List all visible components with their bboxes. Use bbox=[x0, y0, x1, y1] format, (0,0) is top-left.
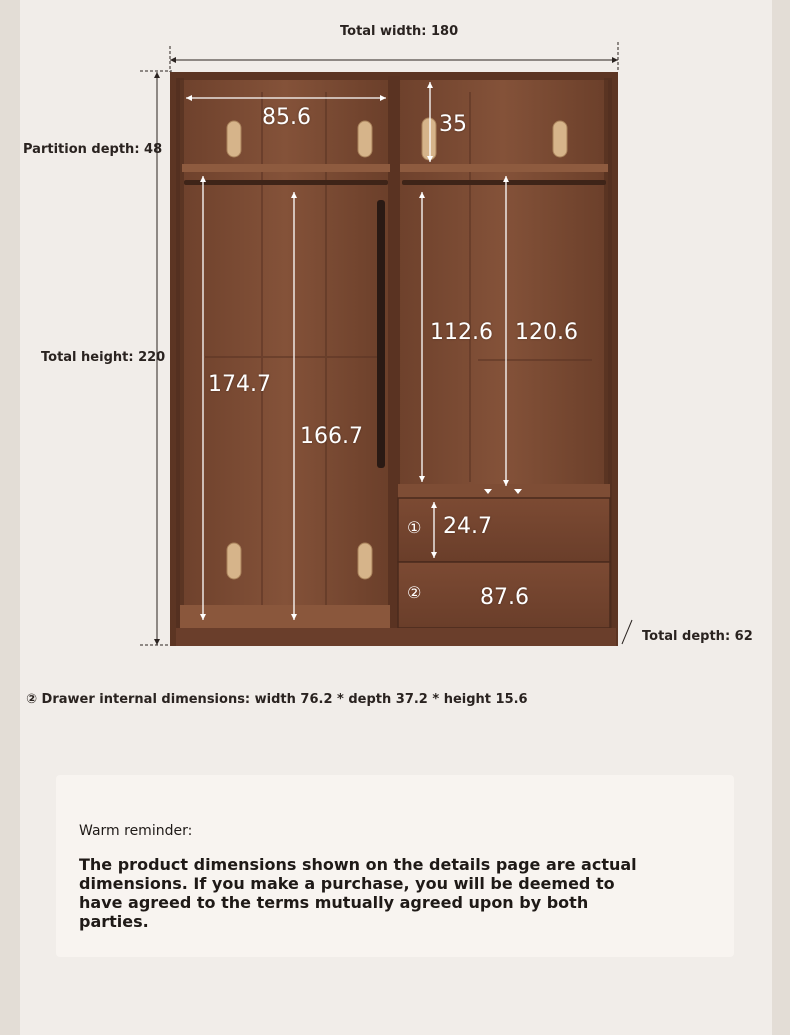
door-handle bbox=[377, 200, 385, 468]
left-top-width-value: 85.6 bbox=[262, 105, 311, 130]
right-top-shelf bbox=[400, 164, 608, 172]
reminder-body: The product dimensions shown on the details page are actual dimensions. If you make a purchase, you will be deemed to have agreed to the terms mutually agreed upon by both parties. bbox=[79, 855, 637, 931]
drawer-note: ② Drawer internal dimensions: width 76.2 * depth 37.2 * height 15.6 bbox=[26, 692, 528, 707]
partition-depth-label: Partition depth: 48 bbox=[23, 142, 163, 157]
cabinet-base bbox=[176, 628, 616, 646]
left-hang-tall-value: 174.7 bbox=[208, 372, 271, 397]
left-hang-short-value: 166.7 bbox=[300, 424, 363, 449]
drawer-2-marker: ② bbox=[407, 583, 422, 602]
right-hang-short-value: 112.6 bbox=[430, 320, 493, 345]
drawer-1-marker: ① bbox=[407, 518, 422, 537]
right-hang-tall-value: 120.6 bbox=[515, 320, 578, 345]
warm-reminder-card bbox=[56, 775, 734, 957]
drawer-2-width-value: 87.6 bbox=[480, 585, 529, 610]
total-height-label: Total height: 220 bbox=[41, 350, 166, 365]
reminder-title: Warm reminder: bbox=[79, 823, 193, 839]
total-width-label: Total width: 180 bbox=[340, 24, 459, 39]
drawer-top-panel bbox=[398, 484, 610, 498]
drawer-1 bbox=[398, 498, 610, 562]
total-depth-label: Total depth: 62 bbox=[642, 629, 753, 644]
right-top-height-value: 35 bbox=[439, 112, 467, 137]
left-bottom-panel bbox=[180, 605, 390, 628]
left-compartment bbox=[180, 80, 390, 628]
left-hanging-rod bbox=[184, 180, 388, 185]
drawer-1-height-value: 24.7 bbox=[443, 514, 492, 539]
left-top-shelf bbox=[182, 164, 390, 172]
